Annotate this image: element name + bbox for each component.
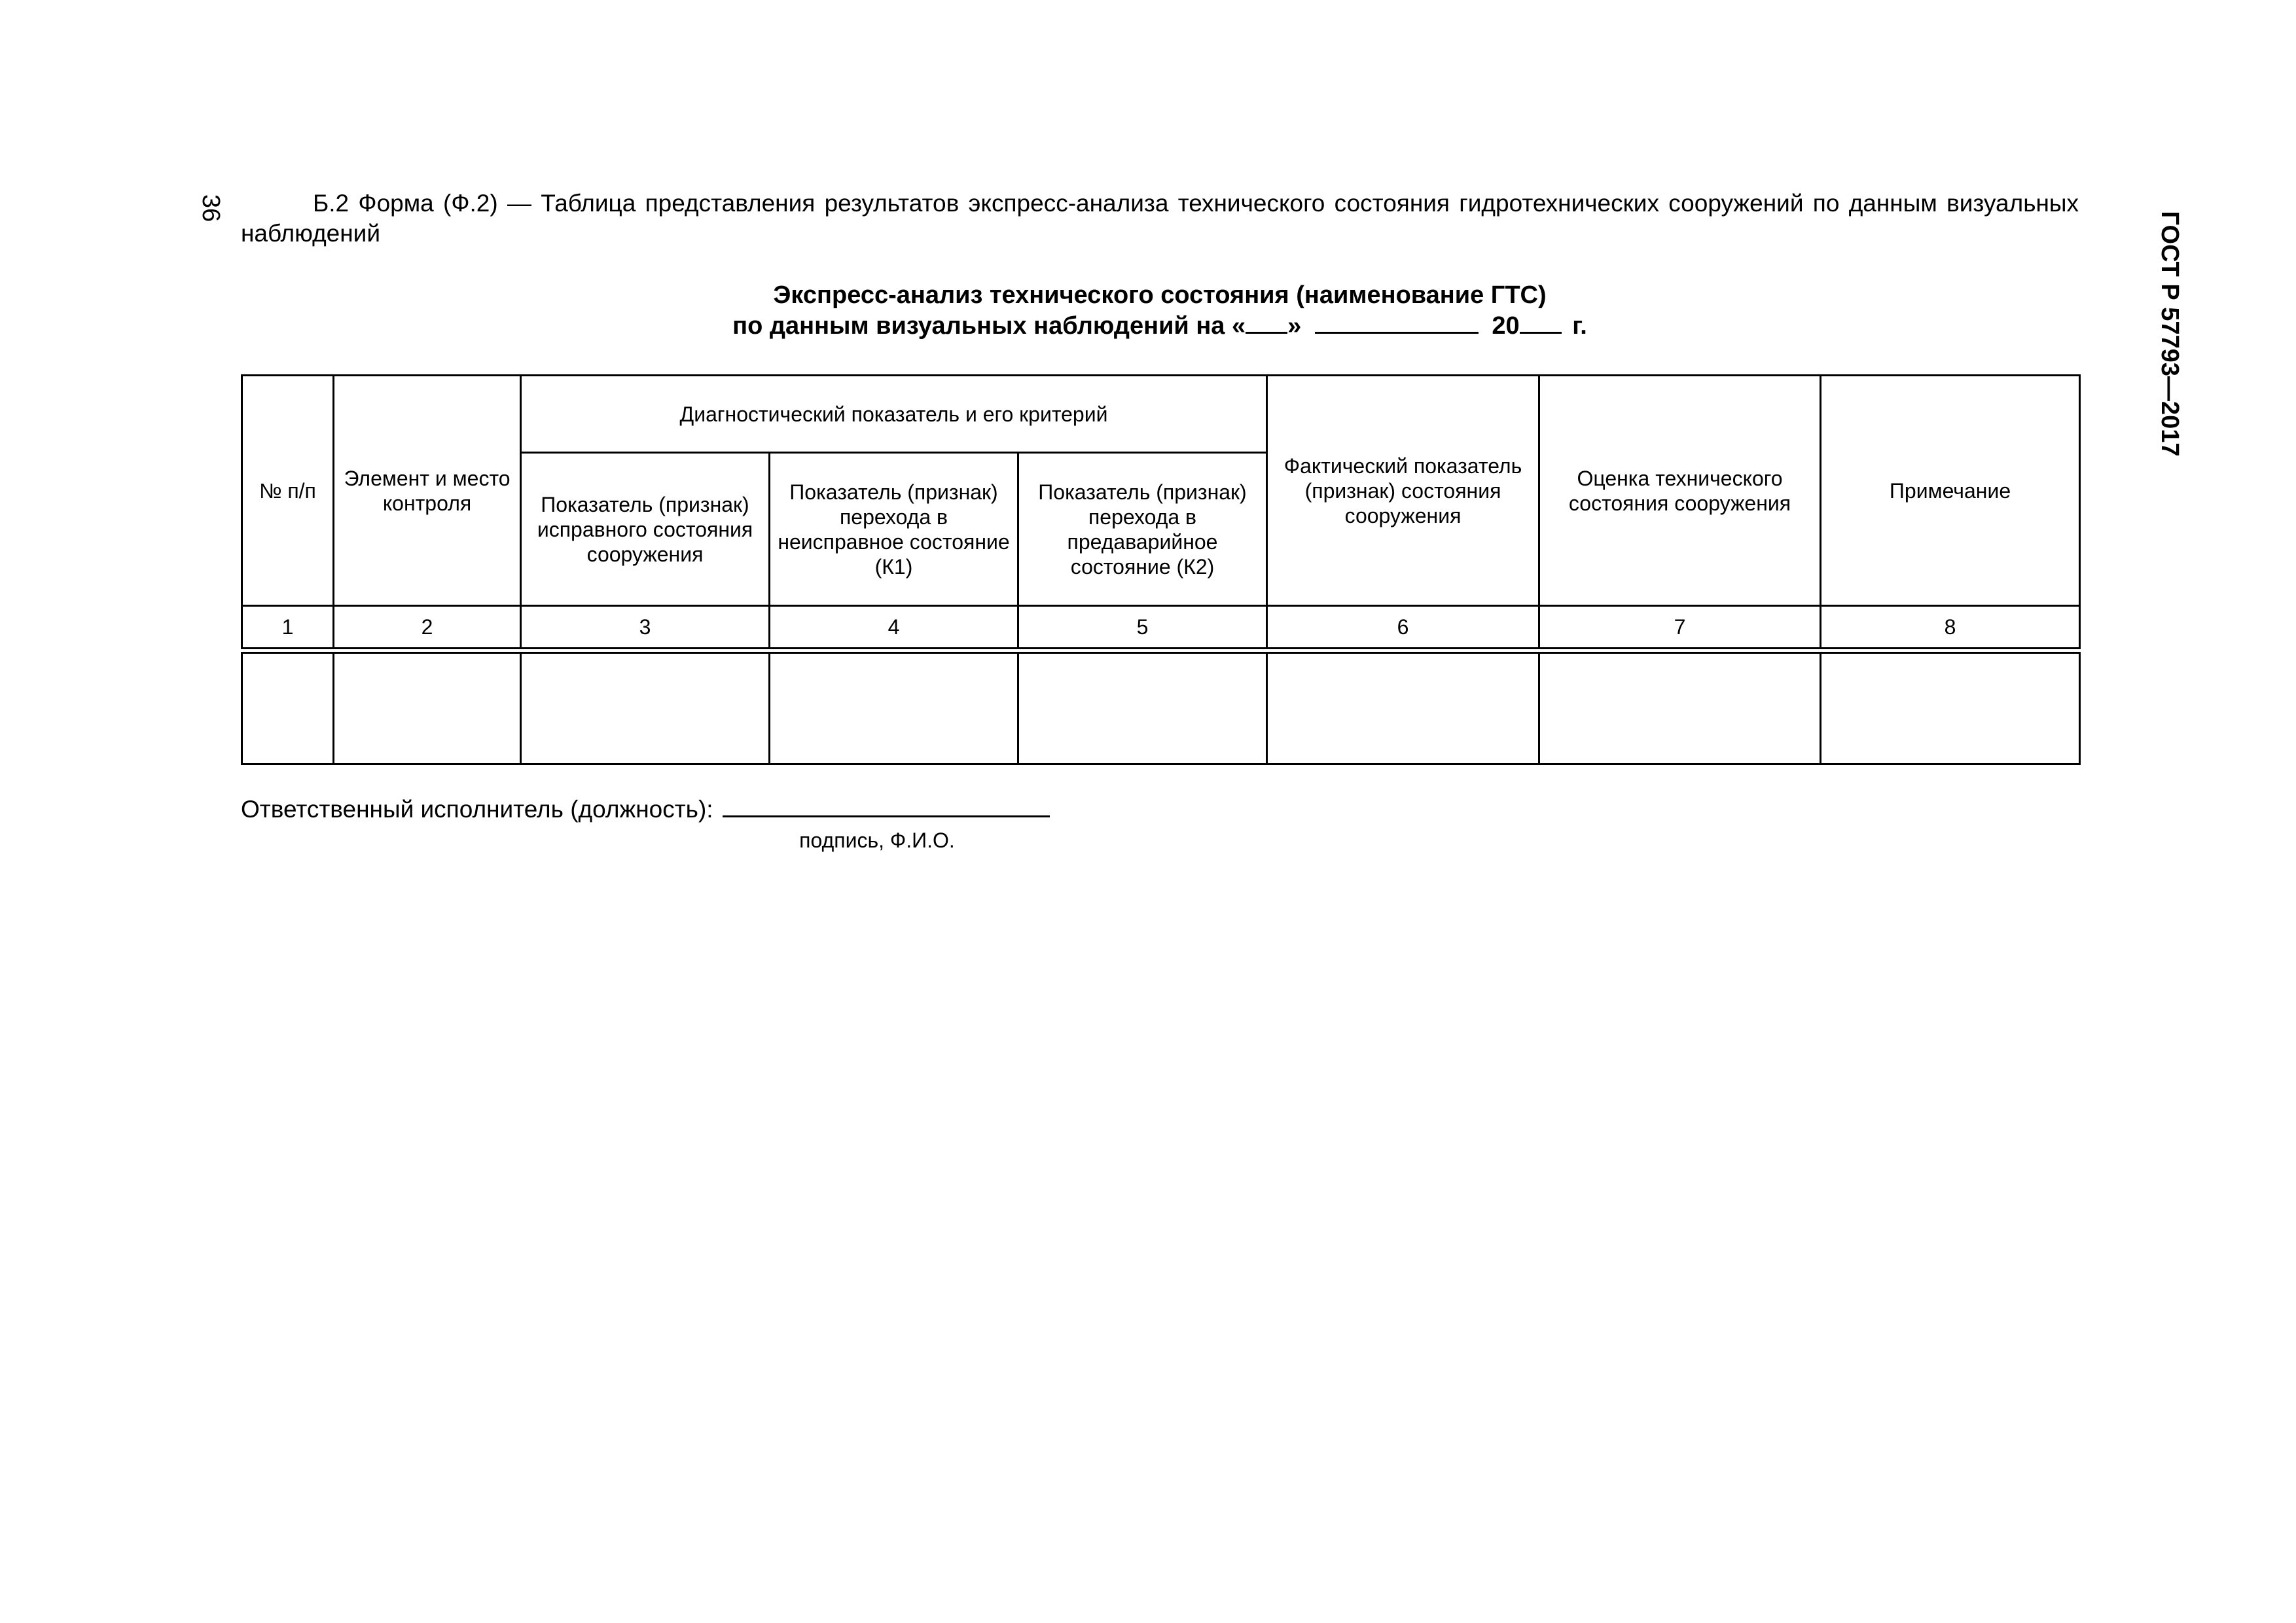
responsible-line: [241, 794, 1050, 825]
column-number: 2: [334, 606, 521, 651]
data-cell[interactable]: [242, 651, 334, 764]
year-suffix: г.: [1572, 312, 1587, 340]
form-title-line-1: Экспресс-анализ технического состояния (наименование ГТС): [773, 281, 1547, 309]
signature-caption: подпись, Ф.И.О.: [799, 829, 955, 852]
header-actual-indicator: Фактический показатель (признак) состояния сооружения: [1267, 376, 1539, 606]
data-cell[interactable]: [1539, 651, 1821, 764]
header-k1-indicator: Показатель (признак) перехода в неисправное состояние (К1): [770, 453, 1018, 606]
standard-code: ГОСТ Р 57793—2017: [2156, 211, 2183, 457]
column-number: 4: [770, 606, 1018, 651]
column-number: 6: [1267, 606, 1539, 651]
data-cell[interactable]: [334, 651, 521, 764]
header-number: № п/п: [242, 376, 334, 606]
column-number: 5: [1018, 606, 1267, 651]
column-number: 7: [1539, 606, 1821, 651]
column-number-row: [242, 606, 2080, 651]
data-cell[interactable]: [1018, 651, 1267, 764]
header-row: [242, 376, 2080, 453]
column-number: 1: [242, 606, 334, 651]
header-diagnostic-group: Диагностический показатель и его критерий: [521, 376, 1267, 453]
data-cell[interactable]: [1821, 651, 2080, 764]
page-number: 36: [197, 194, 224, 223]
column-number: 8: [1821, 606, 2080, 651]
results-table: [241, 374, 2081, 765]
header-note: Примечание: [1821, 376, 2080, 606]
year-blank[interactable]: [1520, 312, 1562, 334]
data-cell[interactable]: [770, 651, 1018, 764]
form-caption: Б.2 Форма (Ф.2) — Таблица представления результатов экспресс-анализа технического состояния гидротехнических сооружений по данным визуальных наблюдений: [241, 190, 2079, 247]
header-k2-indicator: Показатель (признак) перехода в предаварийное состояние (К2): [1018, 453, 1267, 606]
date-prefix: по данным визуальных наблюдений на «: [732, 312, 1246, 340]
day-blank[interactable]: [1246, 312, 1287, 334]
column-number: 3: [521, 606, 770, 651]
header-element: Элемент и место контроля: [334, 376, 521, 606]
responsible-label: Ответственный исполнитель (должность):: [241, 796, 713, 823]
data-cell[interactable]: [521, 651, 770, 764]
signature-field[interactable]: [723, 796, 1050, 817]
form-title: [241, 280, 2079, 342]
data-cell[interactable]: [1267, 651, 1539, 764]
year-prefix: 20: [1492, 312, 1520, 340]
data-row: [242, 651, 2080, 764]
quote-close: »: [1287, 312, 1302, 340]
form-title-line-2: [241, 311, 2079, 342]
header-assessment: Оценка технического состояния сооружения: [1539, 376, 1821, 606]
header-normal-indicator: Показатель (признак) исправного состояния сооружения: [521, 453, 770, 606]
month-blank[interactable]: [1315, 312, 1479, 334]
